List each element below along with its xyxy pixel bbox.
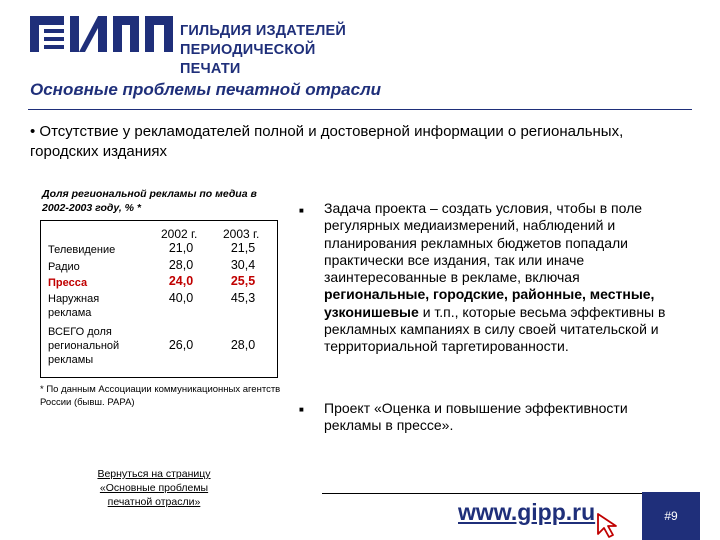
bullet-square-icon: ■ bbox=[299, 405, 304, 414]
col-header-2002: 2002 г. bbox=[161, 227, 198, 241]
gipp-logo-mark bbox=[30, 14, 175, 54]
col-header-2003: 2003 г. bbox=[223, 227, 260, 241]
bullet-square-icon: ■ bbox=[299, 206, 304, 215]
logo-line-2: ПЕРИОДИЧЕСКОЙ ПЕЧАТИ bbox=[180, 42, 316, 77]
footer-divider bbox=[322, 493, 692, 494]
cell-total-2003: 28,0 bbox=[230, 338, 256, 352]
goal-text-part-2: и т.п., которые весьма эффективны в рекламных кампаниях в силу своей читательской и территориальной таргетированности. bbox=[324, 303, 666, 355]
gipp-logo bbox=[30, 14, 360, 77]
table-caption: Доля региональной рекламы по медиа в 2002-2003 году, % * bbox=[42, 188, 257, 214]
regional-ad-table bbox=[40, 220, 278, 378]
logo-text bbox=[180, 22, 360, 79]
cell-outdoor-2003: 45,3 bbox=[230, 291, 256, 305]
goal-text-bold: региональные, городские, районные, местные, узконишевые bbox=[324, 286, 655, 320]
cell-radio-2003: 30,4 bbox=[230, 258, 256, 272]
cell-radio-2002: 28,0 bbox=[168, 258, 194, 272]
row-label-press: Пресса bbox=[48, 277, 88, 289]
back-link[interactable]: Вернуться на страницу «Основные проблемы печатной отрасли» bbox=[97, 468, 211, 508]
table-footnote: * По данным Ассоциации коммуникационных агентств России (бывш. РАРА) bbox=[40, 384, 281, 408]
row-label-tv: Телевидение bbox=[48, 244, 116, 256]
intro-bullet: • Отсутствие у рекламодателей полной и достоверной информации о региональных, городских изданиях bbox=[30, 123, 624, 160]
page-number-badge: #9 bbox=[642, 492, 700, 540]
site-link[interactable]: www.gipp.ru bbox=[458, 499, 596, 525]
cell-total-2002: 26,0 bbox=[168, 338, 194, 352]
cell-press-2003: 25,5 bbox=[230, 274, 256, 288]
cell-tv-2002: 21,0 bbox=[168, 241, 194, 255]
page-title: Основные проблемы печатной отрасли bbox=[30, 80, 382, 99]
cell-tv-2003: 21,5 bbox=[230, 241, 256, 255]
cell-outdoor-2002: 40,0 bbox=[168, 291, 194, 305]
project-name-paragraph: Проект «Оценка и повышение эффективности рекламы в прессе». bbox=[324, 400, 628, 434]
project-goal-paragraph bbox=[324, 200, 684, 356]
cell-press-2002: 24,0 bbox=[168, 274, 194, 288]
logo-line-1: ГИЛЬДИЯ ИЗДАТЕЛЕЙ bbox=[180, 23, 347, 39]
cursor-arrow-icon bbox=[596, 512, 620, 538]
goal-text-part-1: Задача проекта – создать условия, чтобы в поле регулярных медиаизмерений, наблюдений и планирования рекламных бюджетов попадали практически все издания, так или иначе заинтересованные в рекламе, включая bbox=[324, 200, 643, 286]
row-label-total: ВСЕГО доля региональной рекламы bbox=[48, 326, 120, 366]
row-label-outdoor: Наружная реклама bbox=[48, 293, 100, 319]
title-divider bbox=[28, 109, 692, 110]
row-label-radio: Радио bbox=[48, 261, 80, 273]
